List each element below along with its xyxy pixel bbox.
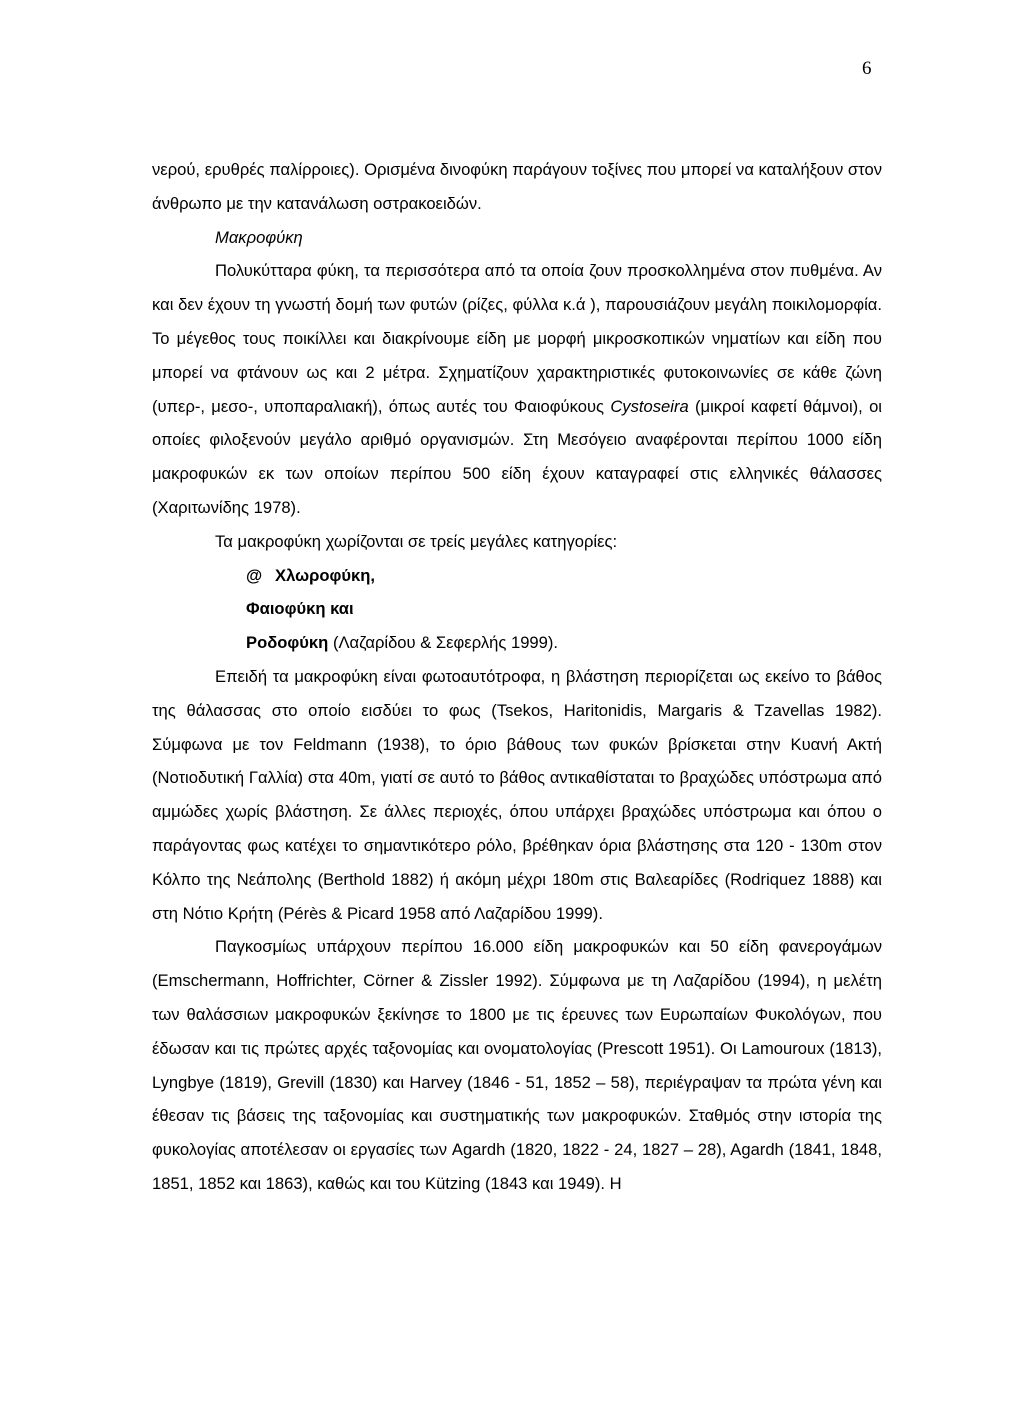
category-citation: (Λαζαρίδου & Σεφερλής 1999). xyxy=(328,633,559,653)
document-body xyxy=(152,153,882,1201)
section-heading-macroalgae: Μακροφύκη xyxy=(215,227,303,247)
page-number: 6 xyxy=(862,58,872,79)
bullet-icon: @ xyxy=(246,565,263,585)
category-phaeophyta: Φαιοφύκη και xyxy=(246,599,354,619)
paragraph-history: Παγκοσμίως υπάρχουν περίπου 16.000 είδη μακροφυκών και 50 είδη φανερογάμων (Emschermann, Hoffrichter, Cörner & Zissler 1992). Σύμφωνα με τη Λαζαρίδου (1994), η μελέτη των θαλάσσιων μακροφυκών ξεκίνησε το 1800 με τις έρευνες των Ευρωπαίων Φυκολόγων, που έδωσαν και τις πρώτες αρχές ταξονομίας και ονοματολογίας (Prescott 1951). Οι Lamouroux (1813), Lyngbye (1819), Grevill (1830) και Harvey (1846 - 51, 1852 – 58), περιέγραψαν τα πρώτα γένη και έθεσαν τις βάσεις της ταξονομίας και συστηματικής των μακροφυκών. Σταθμός στην ιστορία της φυκολογίας αποτέλεσαν οι εργασίες των Agardh (1820, 1822 - 24, 1827 – 28), Agardh (1841, 1848, 1851, 1852 και 1863), καθώς και του Kützing (1843 και 1949). Η xyxy=(152,937,882,1193)
list-item xyxy=(152,559,882,593)
categories-intro: Τα μακροφύκη χωρίζονται σε τρείς μεγάλες κατηγορίες: xyxy=(215,531,618,551)
paragraph-text: Πολυκύτταρα φύκη, τα περισσότερα από τα οποία ζουν προσκολλημένα στον πυθμένα. Αν και δεν έχουν τη γνωστή δομή των φυτών (ρίζες, φύλλα κ.ά ), παρουσιάζουν μεγάλη ποικιλομορφία. Το μέγεθος τους ποικίλλει και διακρίνουμε είδη με μορφή μικροσκοπικών νηματίων και είδη που μπορεί να φτάνουν ως και 2 μέτρα. Σχηματίζουν χαρακτηριστικές φυτοκοινωνίες σε κάθε ζώνη (υπερ-, μεσο-, υποπαραλιακή), όπως αυτές του Φαιοφύκους xyxy=(152,261,882,416)
paragraph-macroalgae-description xyxy=(152,254,882,524)
paragraph-text: (μικροί καφετί θάμνοι), οι οποίες φιλοξενούν μεγάλο αριθμό οργανισμών. Στη Μεσόγειο αναφέρονται περίπου 1000 είδη μακροφυκών εκ των οποίων περίπου 500 είδη έχουν καταγραφεί στις ελληνικές θάλασσες (Χαριτωνίδης 1978). xyxy=(152,396,882,517)
paragraph-dinoflagellates-end: νερού, ερυθρές παλίρροιες). Ορισμένα δινοφύκη παράγουν τοξίνες που μπορεί να καταλήξουν στον άνθρωπο με την κατανάλωση οστρακοειδών. xyxy=(152,160,882,213)
category-list xyxy=(152,559,882,660)
category-chlorophyta: Χλωροφύκη, xyxy=(275,565,376,585)
list-item xyxy=(152,626,882,660)
list-item xyxy=(152,592,882,626)
genus-name: Cystoseira xyxy=(610,396,689,416)
category-rhodophyta: Ροδοφύκη xyxy=(246,633,329,653)
paragraph-depth-limits: Επειδή τα μακροφύκη είναι φωτοαυτότροφα, η βλάστηση περιορίζεται ως εκείνο το βάθος της θάλασσας στο οποίο εισδύει το φως (Tsekos, Haritonidis, Margaris & Tzavellas 1982). Σύμφωνα με τον Feldmann (1938), το όριο βάθους των φυκών βρίσκεται στην Κυανή Ακτή (Νοτιοδυτική Γαλλία) στα 40m, γιατί σε αυτό το βάθος αντικαθίσταται το βραχώδες υπόστρωμα από αμμώδες χωρίς βλάστηση. Σε άλλες περιοχές, όπου υπάρχει βραχώδες υπόστρωμα και όπου ο παράγοντας φως κατέχει το σημαντικότερο ρόλο, βρέθηκαν όρια βλάστησης στα 120 - 130m στον Κόλπο της Νεάπολης (Berthold 1882) ή ακόμη μέχρι 180m στις Βαλεαρίδες (Rodriquez 1888) και στη Νότιο Κρήτη (Pérès & Picard 1958 από Λαζαρίδου 1999). xyxy=(152,666,882,923)
